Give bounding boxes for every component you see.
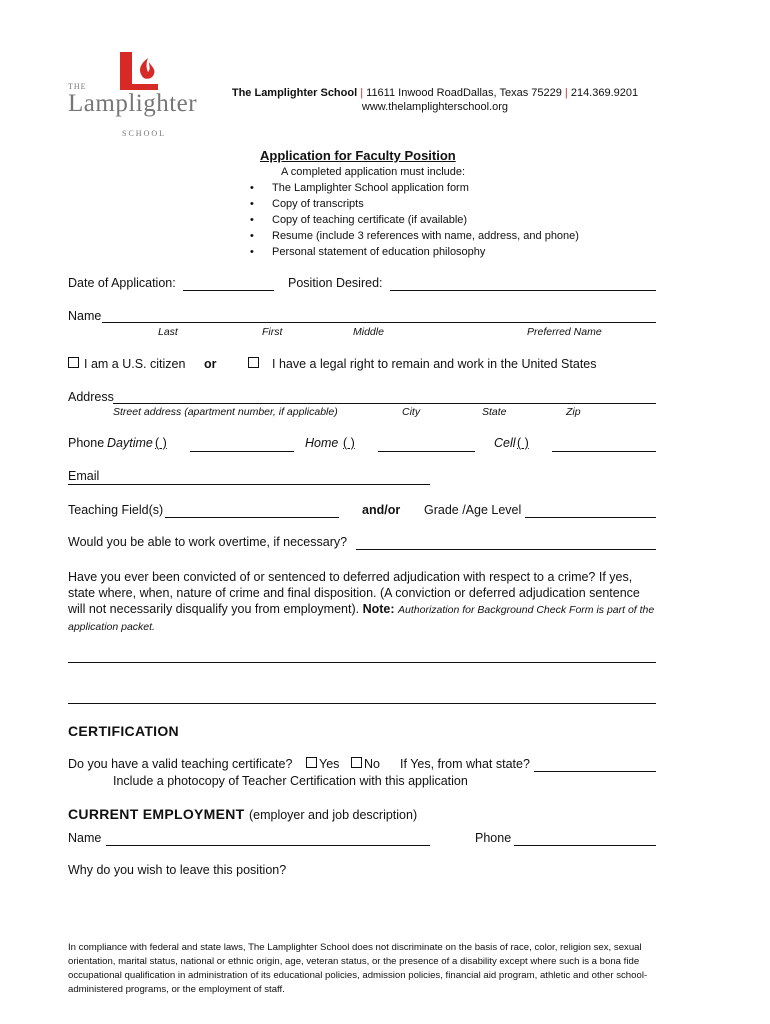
employer-phone-field[interactable] [514,845,656,846]
name-label: Name [68,309,102,323]
certificate-state-field[interactable] [534,771,656,772]
conviction-answer-line-1[interactable] [68,662,656,663]
phone-label: Phone [68,436,105,450]
certification-heading: CERTIFICATION [68,723,179,739]
lamp-flame-icon [118,50,160,92]
legal-right-checkbox[interactable] [248,357,259,368]
non-discrimination-statement: In compliance with federal and state laws, The Lamplighter School does not discriminate on the basis of race, color, religion sex, sexual orientation, marital status, national or ethnic origin, age, veteran status, or the presence of a disability except where such is a bona fide occupational qualification in administration of its educational policies, admission policies, financial aid program, athletic and other school-administered programs, or the employment of staff. [68,942,648,995]
phone-daytime-label: Daytime [107,436,153,450]
phone-daytime-field[interactable] [190,451,294,452]
teaching-fields-field[interactable] [165,517,339,518]
name-last-caption: Last [158,326,178,338]
certificate-no-label: No [364,757,380,771]
requirements-list [250,180,579,260]
address-label: Address [68,390,114,404]
name-first-caption: First [262,326,283,338]
phone-home-field[interactable] [378,451,475,452]
position-desired-field[interactable] [390,290,656,291]
header-contact-line [200,87,670,99]
requirement-item: • Personal statement of education philosophy [250,244,579,260]
position-desired-label: Position Desired: [288,276,383,290]
phone-cell-label: Cell [494,436,516,450]
or-text: or [204,357,217,371]
name-field[interactable] [102,322,656,323]
header-separator-2: | [564,87,568,99]
address-zip-caption: Zip [566,406,581,418]
overtime-field[interactable] [356,549,656,550]
grade-level-field[interactable] [525,517,656,518]
requirements-intro: A completed application must include: [281,166,466,178]
address-street-caption: Street address (apartment number, if applicable) [113,406,338,418]
employer-name-field[interactable] [106,845,430,846]
logo-name-text: Lamplighter [68,90,198,117]
header-school-name: The Lamplighter School [231,87,358,99]
certificate-yes-option[interactable] [306,757,339,771]
name-preferred-caption: Preferred Name [527,326,602,338]
date-of-application-field[interactable] [183,290,274,291]
citizen-checkbox[interactable] [68,357,79,368]
school-logo [62,46,212,141]
employer-name-label: Name [68,831,102,845]
name-middle-caption: Middle [353,326,384,338]
certificate-question: Do you have a valid teaching certificate? [68,757,293,771]
conviction-answer-line-2[interactable] [68,703,656,704]
certificate-state-label: If Yes, from what state? [400,757,530,771]
employment-heading-note: (employer and job description) [248,808,418,822]
certificate-include-note: Include a photocopy of Teacher Certification with this application [113,774,468,788]
page-title: Application for Faculty Position [260,148,456,163]
note-label: Note: [362,602,395,616]
address-field[interactable] [113,403,656,404]
requirement-item: • Copy of teaching certificate (if available) [250,212,579,228]
phone-home-label: Home [305,436,339,450]
email-field[interactable] [68,484,430,485]
certificate-yes-checkbox[interactable] [306,757,317,768]
employment-heading: CURRENT EMPLOYMENT [68,806,245,822]
legal-right-option[interactable] [248,357,597,371]
logo-the-text: THE [68,82,87,91]
employment-heading-row [68,806,417,824]
citizen-label: I am a U.S. citizen [84,357,186,371]
header-website[interactable]: www.thelamplighterschool.org [361,101,509,113]
note-text: Authorization for Background Check Form is part of the application packet. [68,604,655,633]
phone-cell-paren: ( ) [517,436,529,450]
why-leave-label: Why do you wish to leave this position? [68,863,287,877]
grade-level-label: Grade /Age Level [424,503,522,517]
header-address: 11611 Inwood RoadDallas, Texas 75229 [366,87,562,99]
header-phone: 214.369.9201 [570,87,639,99]
employer-phone-label: Phone [475,831,512,845]
conviction-text: Have you ever been convicted of or sentenced to deferred adjudication with respect to a crime? If yes, state where, when, nature of crime and final disposition. (A conviction or deferred adjudication sentence will not necessarily disqualify you from employment). [68,570,640,616]
date-of-application-label: Date of Application: [68,276,176,290]
phone-daytime-paren: ( ) [155,436,167,450]
requirement-item: • Copy of transcripts [250,196,579,212]
email-label: Email [68,469,100,483]
legal-right-label: I have a legal right to remain and work in the United States [272,357,597,371]
conviction-question [68,569,658,635]
certificate-no-checkbox[interactable] [351,757,362,768]
address-state-caption: State [482,406,507,418]
certificate-yes-label: Yes [319,757,340,771]
address-city-caption: City [402,406,421,418]
phone-home-paren: ( ) [343,436,355,450]
and-or-text: and/or [362,503,401,517]
phone-cell-field[interactable] [552,451,656,452]
citizen-option[interactable] [68,357,185,371]
logo-school-text: SCHOOL [122,129,167,138]
overtime-label: Would you be able to work overtime, if necessary? [68,535,348,549]
requirement-item: • Resume (include 3 references with name, address, and phone) [250,228,579,244]
teaching-fields-label: Teaching Field(s) [68,503,164,517]
requirement-item: • The Lamplighter School application form [250,180,579,196]
certificate-no-option[interactable] [351,757,380,771]
header-separator: | [360,87,364,99]
